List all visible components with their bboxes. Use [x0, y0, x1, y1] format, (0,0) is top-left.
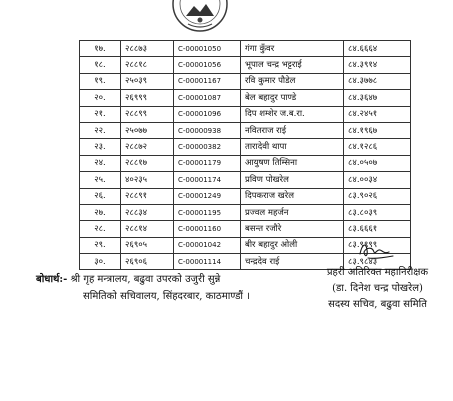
- candidate-name-cell: तारादेवी थापा: [241, 139, 344, 155]
- candidate-code-cell: C-00001179: [174, 155, 241, 171]
- serial-cell: २३.: [80, 139, 121, 155]
- table-row: [80, 221, 411, 237]
- candidate-name-cell: प्रविण पोखरेल: [241, 172, 344, 188]
- candidate-name-cell: बसन्त रजौरे: [241, 221, 344, 237]
- candidate-code-cell: C-00000938: [174, 122, 241, 138]
- table-row: [80, 57, 411, 73]
- table-row: [80, 90, 411, 106]
- roll-number-cell: २८८३४: [121, 204, 174, 220]
- candidate-code-cell: C-00001087: [174, 90, 241, 106]
- roll-number-cell: २६९०६: [121, 254, 174, 270]
- candidate-name-cell: बेल बहादुर पाण्डे: [241, 90, 344, 106]
- score-cell: ८४.३७७८: [344, 73, 411, 89]
- distribution-note: [36, 271, 250, 305]
- score-cell: ८३.९८४३: [344, 254, 411, 270]
- candidate-name-cell: गंगा कुँवर: [241, 41, 344, 57]
- roll-number-cell: २८८१७: [121, 155, 174, 171]
- roll-number-cell: २८८७३: [121, 41, 174, 57]
- promotion-results-table: [79, 40, 411, 270]
- signatory-block: [305, 265, 450, 313]
- note-line-1: श्री गृह मन्त्रालय, बढुवा उपरको उजुरी सुन्ने: [70, 274, 221, 285]
- candidate-name-cell: रवि कुमार पौडेल: [241, 73, 344, 89]
- candidate-code-cell: C-00001167: [174, 73, 241, 89]
- table-row: [80, 41, 411, 57]
- score-cell: ८४.१२८६: [344, 139, 411, 155]
- roll-number-cell: २५०३९: [121, 73, 174, 89]
- roll-number-cell: २८८९९: [121, 106, 174, 122]
- candidate-code-cell: C-00001114: [174, 254, 241, 270]
- score-cell: ८३.८०३९: [344, 204, 411, 220]
- roll-number-cell: २८८७२: [121, 139, 174, 155]
- serial-cell: २९.: [80, 237, 121, 253]
- score-cell: ८३.६६६१: [344, 221, 411, 237]
- roll-number-cell: २६९९९: [121, 90, 174, 106]
- score-cell: ८४.३६४७: [344, 90, 411, 106]
- serial-cell: २२.: [80, 122, 121, 138]
- roll-number-cell: २८८९१: [121, 188, 174, 204]
- note-label: बोधार्थ:-: [36, 274, 68, 285]
- candidate-name-cell: दिपकराज खरेल: [241, 188, 344, 204]
- signature: [356, 240, 396, 262]
- score-cell: ८४.३९१४: [344, 57, 411, 73]
- table-row: [80, 106, 411, 122]
- roll-number-cell: २६९०५: [121, 237, 174, 253]
- score-cell: ८३.९०२६: [344, 188, 411, 204]
- score-cell: ८४.१९६७: [344, 122, 411, 138]
- candidate-code-cell: C-00001249: [174, 188, 241, 204]
- candidate-code-cell: C-00000382: [174, 139, 241, 155]
- roll-number-cell: २८८१८: [121, 57, 174, 73]
- table-row: [80, 73, 411, 89]
- candidate-code-cell: C-00001056: [174, 57, 241, 73]
- score-cell: ८४.२४५१: [344, 106, 411, 122]
- serial-cell: २१.: [80, 106, 121, 122]
- score-cell: ८३.९९९९: [344, 237, 411, 253]
- nepal-police-seal: [172, 0, 228, 34]
- table-row: [80, 188, 411, 204]
- roll-number-cell: २५०७७: [121, 122, 174, 138]
- serial-cell: २४.: [80, 155, 121, 171]
- serial-cell: २७.: [80, 204, 121, 220]
- candidate-name-cell: आयुषण तिम्सिना: [241, 155, 344, 171]
- serial-cell: १९.: [80, 73, 121, 89]
- serial-cell: ३०.: [80, 254, 121, 270]
- table-row: [80, 172, 411, 188]
- candidate-name-cell: प्रज्वल महर्जन: [241, 204, 344, 220]
- serial-cell: २५.: [80, 172, 121, 188]
- table-row: [80, 122, 411, 138]
- note-line-2: समितिको सचिवालय, सिंहदरबार, काठमाण्डौं ।: [83, 291, 250, 302]
- signatory-title: प्रहरी अतिरिक्त महानिरीक्षक: [326, 267, 429, 278]
- candidate-name-cell: चन्द्रदेव राई: [241, 254, 344, 270]
- candidate-name-cell: नवितराज राई: [241, 122, 344, 138]
- serial-cell: २०.: [80, 90, 121, 106]
- candidate-name-cell: बीर बहादुर ओली: [241, 237, 344, 253]
- table-row: [80, 155, 411, 171]
- roll-number-cell: २८८१४: [121, 221, 174, 237]
- candidate-name-cell: भूपाल चन्द्र भट्टराई: [241, 57, 344, 73]
- score-cell: ८४.००३४: [344, 172, 411, 188]
- candidate-name-cell: दिप शम्शेर ज.ब.रा.: [241, 106, 344, 122]
- serial-cell: १७.: [80, 41, 121, 57]
- candidate-code-cell: C-00001050: [174, 41, 241, 57]
- candidate-code-cell: C-00001195: [174, 204, 241, 220]
- candidate-code-cell: C-00001042: [174, 237, 241, 253]
- signatory-role: सदस्य सचिव, बढुवा समिति: [328, 299, 427, 310]
- table-row: [80, 139, 411, 155]
- roll-number-cell: ४०२३५: [121, 172, 174, 188]
- candidate-code-cell: C-00001096: [174, 106, 241, 122]
- serial-cell: १८.: [80, 57, 121, 73]
- score-cell: ८४.६६६४: [344, 41, 411, 57]
- signatory-name: (डा. दिनेश चन्द्र पोखरेल): [332, 283, 423, 294]
- candidate-code-cell: C-00001174: [174, 172, 241, 188]
- score-cell: ८४.०५०७: [344, 155, 411, 171]
- candidate-code-cell: C-00001160: [174, 221, 241, 237]
- serial-cell: २६.: [80, 188, 121, 204]
- serial-cell: २८.: [80, 221, 121, 237]
- table-row: [80, 204, 411, 220]
